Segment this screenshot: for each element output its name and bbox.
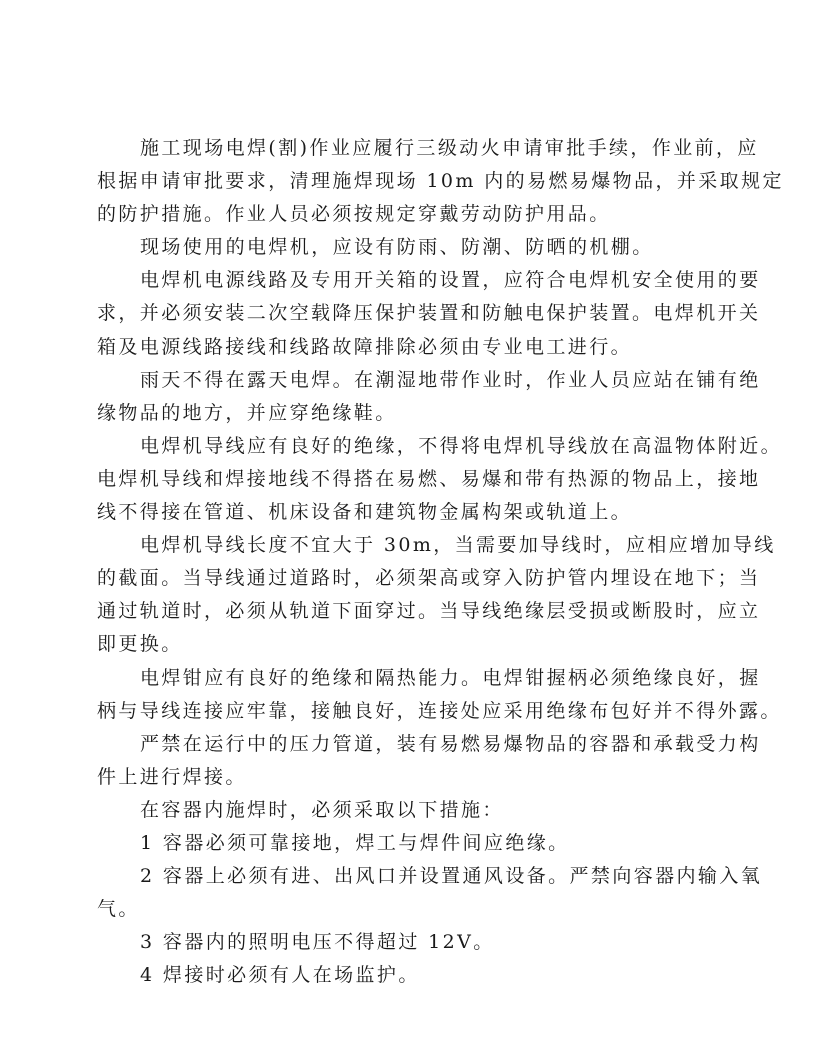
document-body: [97, 132, 784, 992]
paragraph-line: 电焊机电源线路及专用开关箱的设置，应符合电焊机安全使用的要: [140, 269, 761, 292]
paragraph-line: 严禁在运行中的压力管道，装有易燃易爆物品的容器和承载受力构: [140, 732, 761, 755]
list-item-continuation: 气。: [97, 898, 140, 921]
paragraph-line: 电焊机导线和焊接地线不得搭在易燃、易爆和带有热源的物品上，接地: [97, 467, 761, 490]
paragraph-line: 现场使用的电焊机，应设有防雨、防潮、防晒的机棚。: [140, 236, 654, 259]
paragraph-line: 求，并必须安装二次空载降压保护装置和防触电保护装置。电焊机开关: [97, 302, 761, 325]
paragraph-line: 电焊机导线长度不宜大于 30m，当需要加导线时，应相应增加导线: [140, 534, 776, 557]
list-item: 3 容器内的照明电压不得超过 12V。: [140, 931, 495, 954]
paragraph-line: 电焊机导线应有良好的绝缘，不得将电焊机导线放在高温物体附近。: [140, 434, 783, 457]
paragraph-line: 线不得接在管道、机床设备和建筑物金属构架或轨道上。: [97, 501, 633, 524]
paragraph-line: 件上进行焊接。: [97, 765, 247, 788]
paragraph-line: 箱及电源线路接线和线路故障排除必须由专业电工进行。: [97, 335, 633, 358]
paragraph-line: 雨天不得在露天电焊。在潮湿地带作业时，作业人员应站在铺有绝: [140, 368, 761, 391]
paragraph-line: 的截面。当导线通过道路时，必须架高或穿入防护管内埋设在地下；当: [97, 567, 761, 590]
paragraph-line: 的防护措施。作业人员必须按规定穿戴劳动防护用品。: [97, 203, 611, 226]
paragraph-line: 电焊钳应有良好的绝缘和隔热能力。电焊钳握柄必须绝缘良好，握: [140, 666, 761, 689]
paragraph-line: 通过轨道时，必须从轨道下面穿过。当导线绝缘层受损或断股时，应立: [97, 600, 761, 623]
paragraph-line: 在容器内施焊时，必须采取以下措施：: [140, 798, 504, 821]
paragraph-line: 即更换。: [97, 633, 183, 656]
paragraph-line: 缘物品的地方，并应穿绝缘鞋。: [97, 401, 397, 424]
list-item: 4 焊接时必须有人在场监护。: [140, 964, 420, 987]
paragraph-line: 根据申请审批要求，清理施焊现场 10m 内的易燃易爆物品，并采取规定: [97, 170, 784, 193]
paragraph-line: 施工现场电焊(割)作业应履行三级动火申请审批手续，作业前，应: [140, 137, 759, 159]
list-item: 1 容器必须可靠接地，焊工与焊件间应绝缘。: [140, 831, 570, 854]
list-item: 2 容器上必须有进、出风口并设置通风设备。严禁向容器内输入氧: [140, 865, 763, 888]
paragraph-line: 柄与导线连接应牢靠，接触良好，连接处应采用绝缘布包好并不得外露。: [97, 699, 782, 722]
